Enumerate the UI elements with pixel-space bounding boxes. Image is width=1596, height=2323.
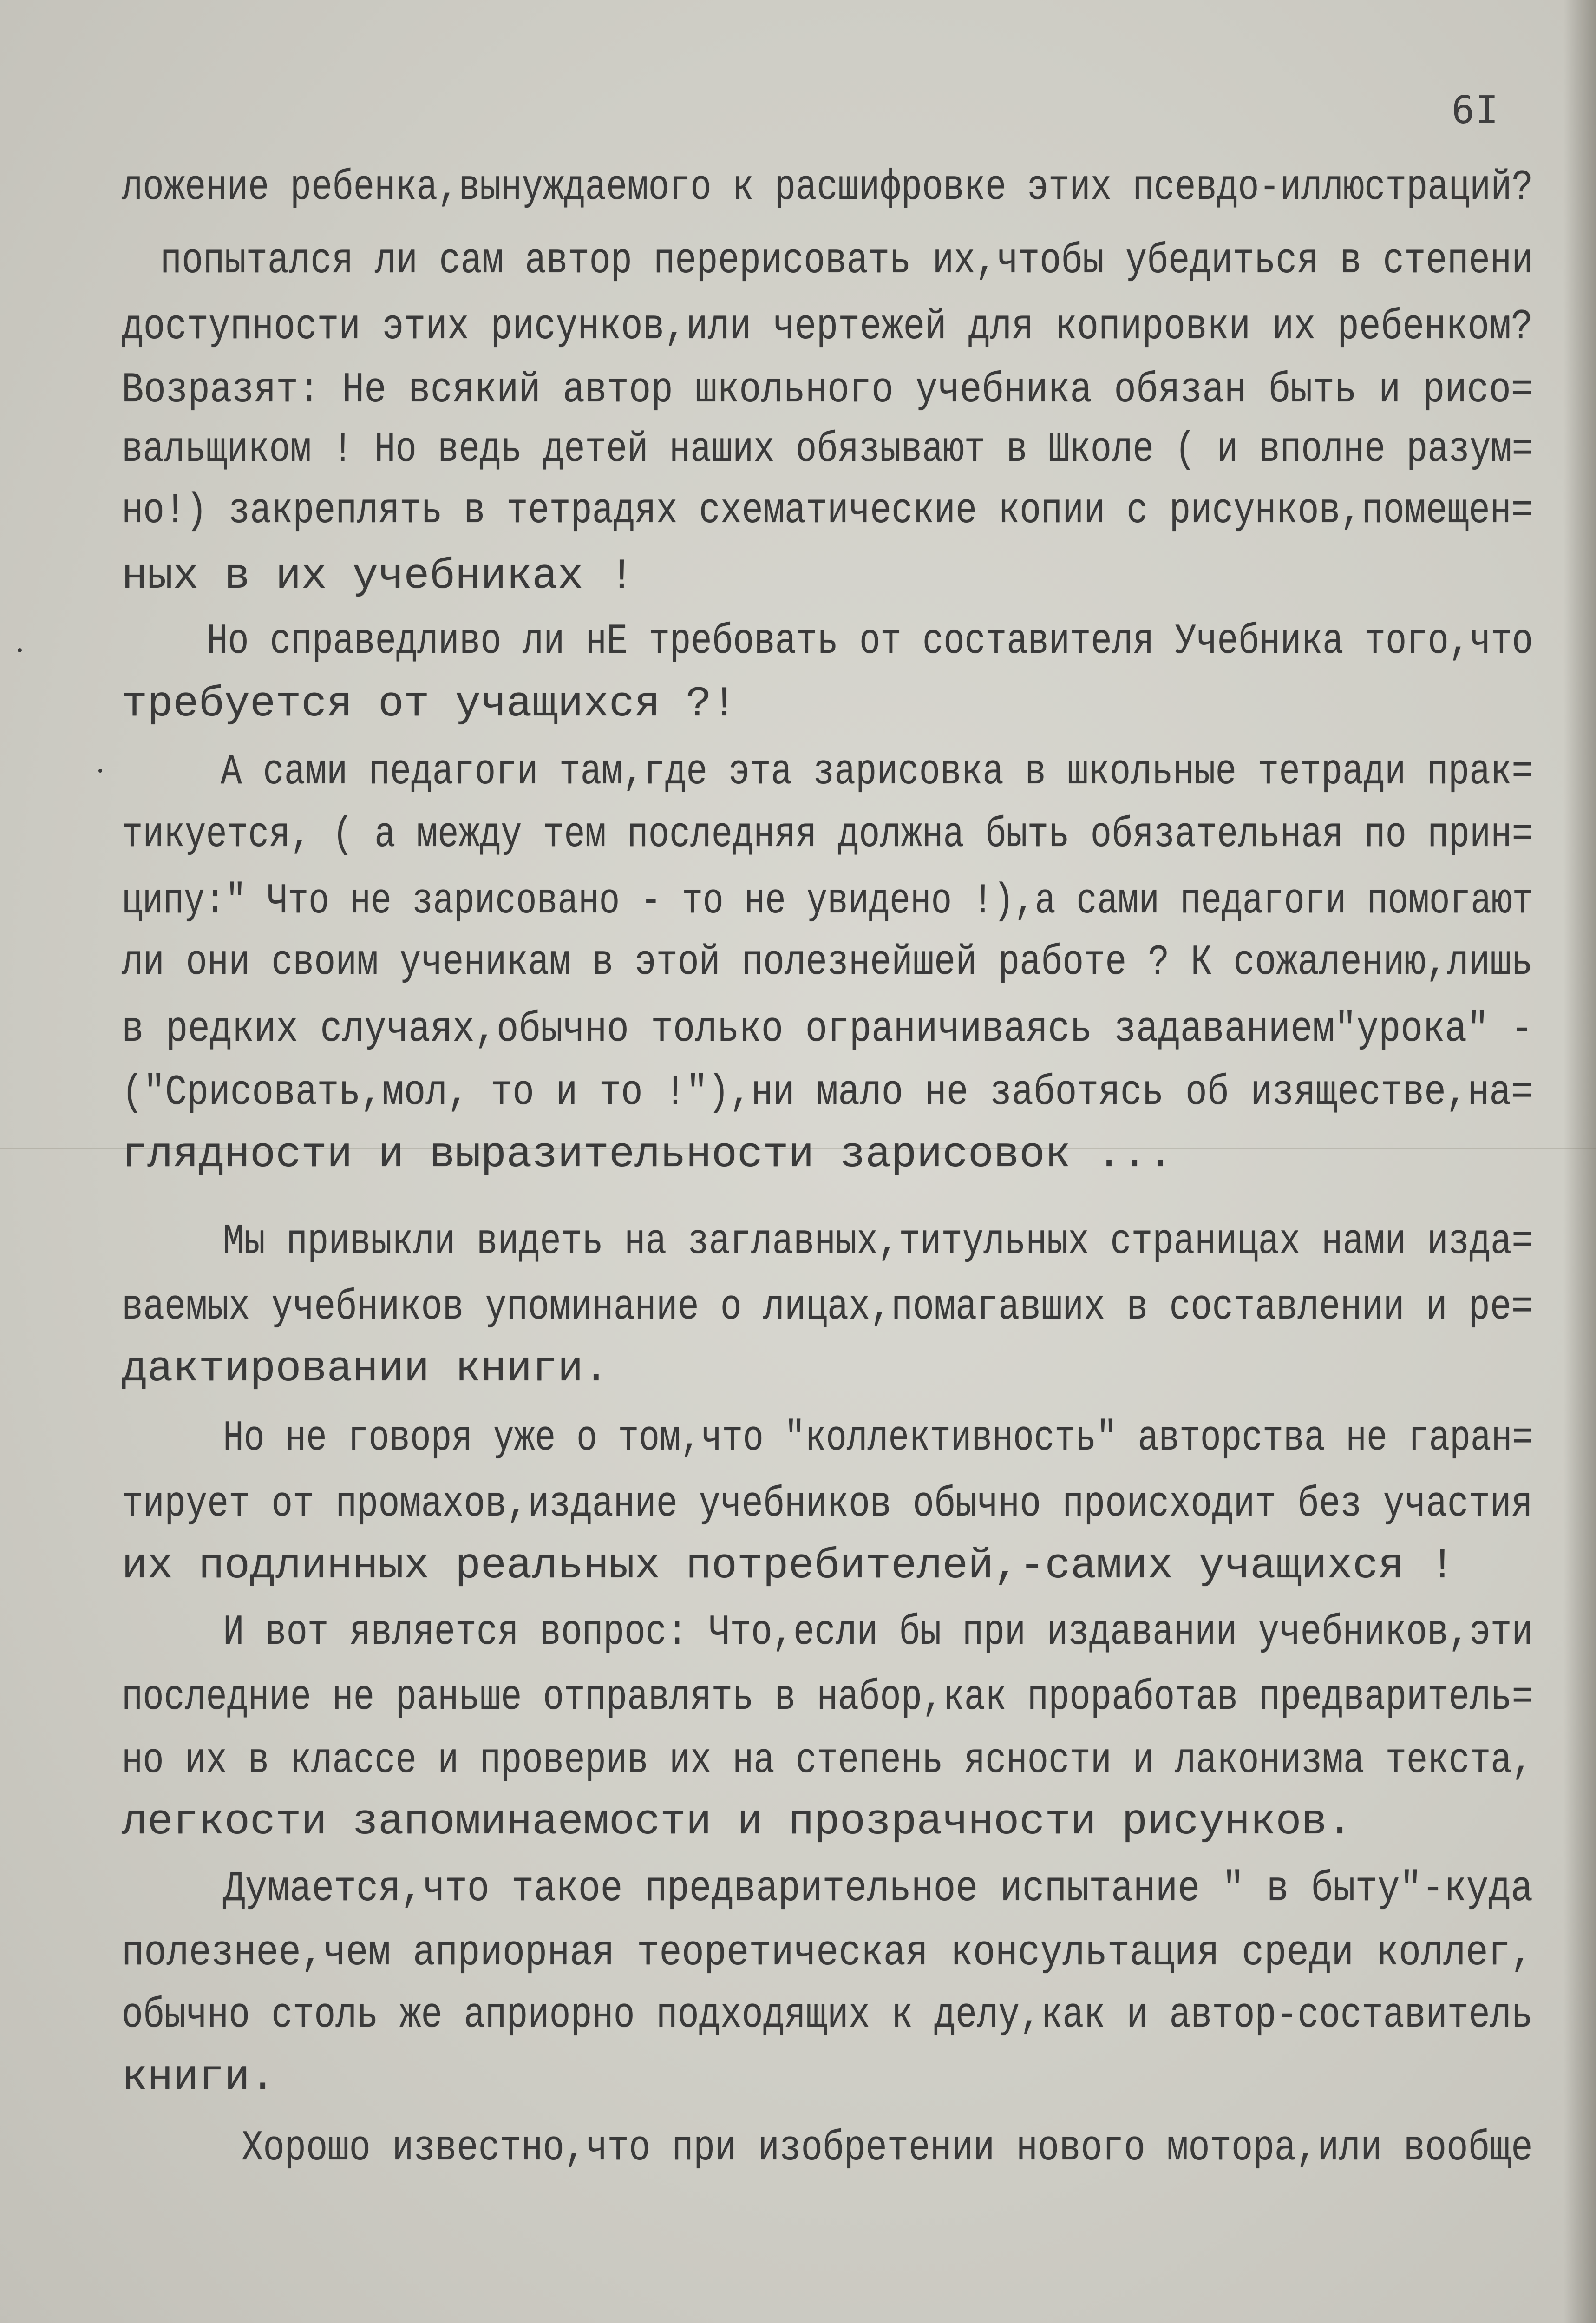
text-line: глядности и выразительности зарисовок ...	[122, 1130, 1173, 1179]
text-line: ("Срисовать,мол, то и то !"),ни мало не заботясь об изяществе,на=	[122, 1068, 1533, 1117]
text-line: но их в классе и проверив их на степень ясности и лаконизма текста,	[122, 1736, 1533, 1785]
text-line: ципу:" Что не зарисовано - то не увидено !),а сами педагоги помогают	[122, 877, 1533, 925]
text-line: ложение ребенка,вынуждаемого к расшифровке этих псевдо-иллюстраций?	[122, 163, 1533, 212]
text-line: Хорошо известно,что при изобретении нового мотора,или вообще	[242, 2124, 1533, 2172]
text-line: легкости запоминаемости и прозрачности рисунков.	[122, 1798, 1353, 1846]
text-line: вальщиком ! Но ведь детей наших обязывают в Школе ( и вполне разум=	[122, 425, 1533, 474]
text-line: Мы привыкли видеть на заглавных,титульных страницах нами изда=	[223, 1217, 1533, 1266]
text-line: Но не говоря уже о том,что "коллективность" авторства не гаран=	[223, 1414, 1533, 1463]
text-line: ваемых учебников упоминание о лицах,помагавших в составлении и ре=	[122, 1283, 1533, 1332]
text-line: требуется от учащихся ?!	[122, 680, 738, 728]
text-line: тикуется, ( а между тем последняя должна быть обязательная по прин=	[122, 810, 1533, 859]
text-line: доступности этих рисунков,или чертежей для копировки их ребенком?	[122, 302, 1533, 351]
page-edge-shadow	[1563, 0, 1596, 2323]
text-line: но!) закреплять в тетрадях схематические копии с рисунков,помещен=	[122, 486, 1533, 535]
text-line: Думается,что такое предварительное испытание " в быту"-куда	[223, 1864, 1533, 1913]
text-line: последние не раньше отправлять в набор,как проработав предваритель=	[122, 1673, 1533, 1722]
ink-speck	[98, 769, 102, 773]
text-line: Но справедливо ли нЕ требовать от составителя Учебника того,что	[207, 617, 1533, 666]
text-line: их подлинных реальных потребителей,-самих учащихся !	[122, 1542, 1455, 1590]
text-line: в редких случаях,обычно только ограничиваясь задаванием"урока" -	[122, 1005, 1533, 1054]
text-line: ных в их учебниках !	[122, 552, 635, 601]
text-line: А сами педагоги там,где эта зарисовка в школьные тетради прак=	[221, 748, 1533, 796]
text-line: Возразят: Не всякий автор школьного учебника обязан быть и рисо=	[122, 366, 1533, 414]
text-line: обычно столь же априорно подходящих к делу,как и автор-составитель	[122, 1991, 1533, 2040]
text-line: полезнее,чем априорная теоретическая консультация среди коллег,	[122, 1929, 1533, 1977]
page-number: 6I	[1452, 88, 1499, 132]
ink-speck	[18, 648, 22, 652]
text-line: И вот является вопрос: Что,если бы при издавании учебников,эти	[223, 1608, 1533, 1657]
text-line: ли они своим ученикам в этой полезнейшей работе ? К сожалению,лишь	[122, 938, 1533, 987]
text-line: попытался ли сам автор перерисовать их,чтобы убедиться в степени	[160, 236, 1533, 285]
text-line: дактировании книги.	[122, 1345, 609, 1393]
text-line: книги.	[122, 2053, 276, 2102]
text-line: тирует от промахов,издание учебников обычно происходит без участия	[122, 1480, 1533, 1529]
